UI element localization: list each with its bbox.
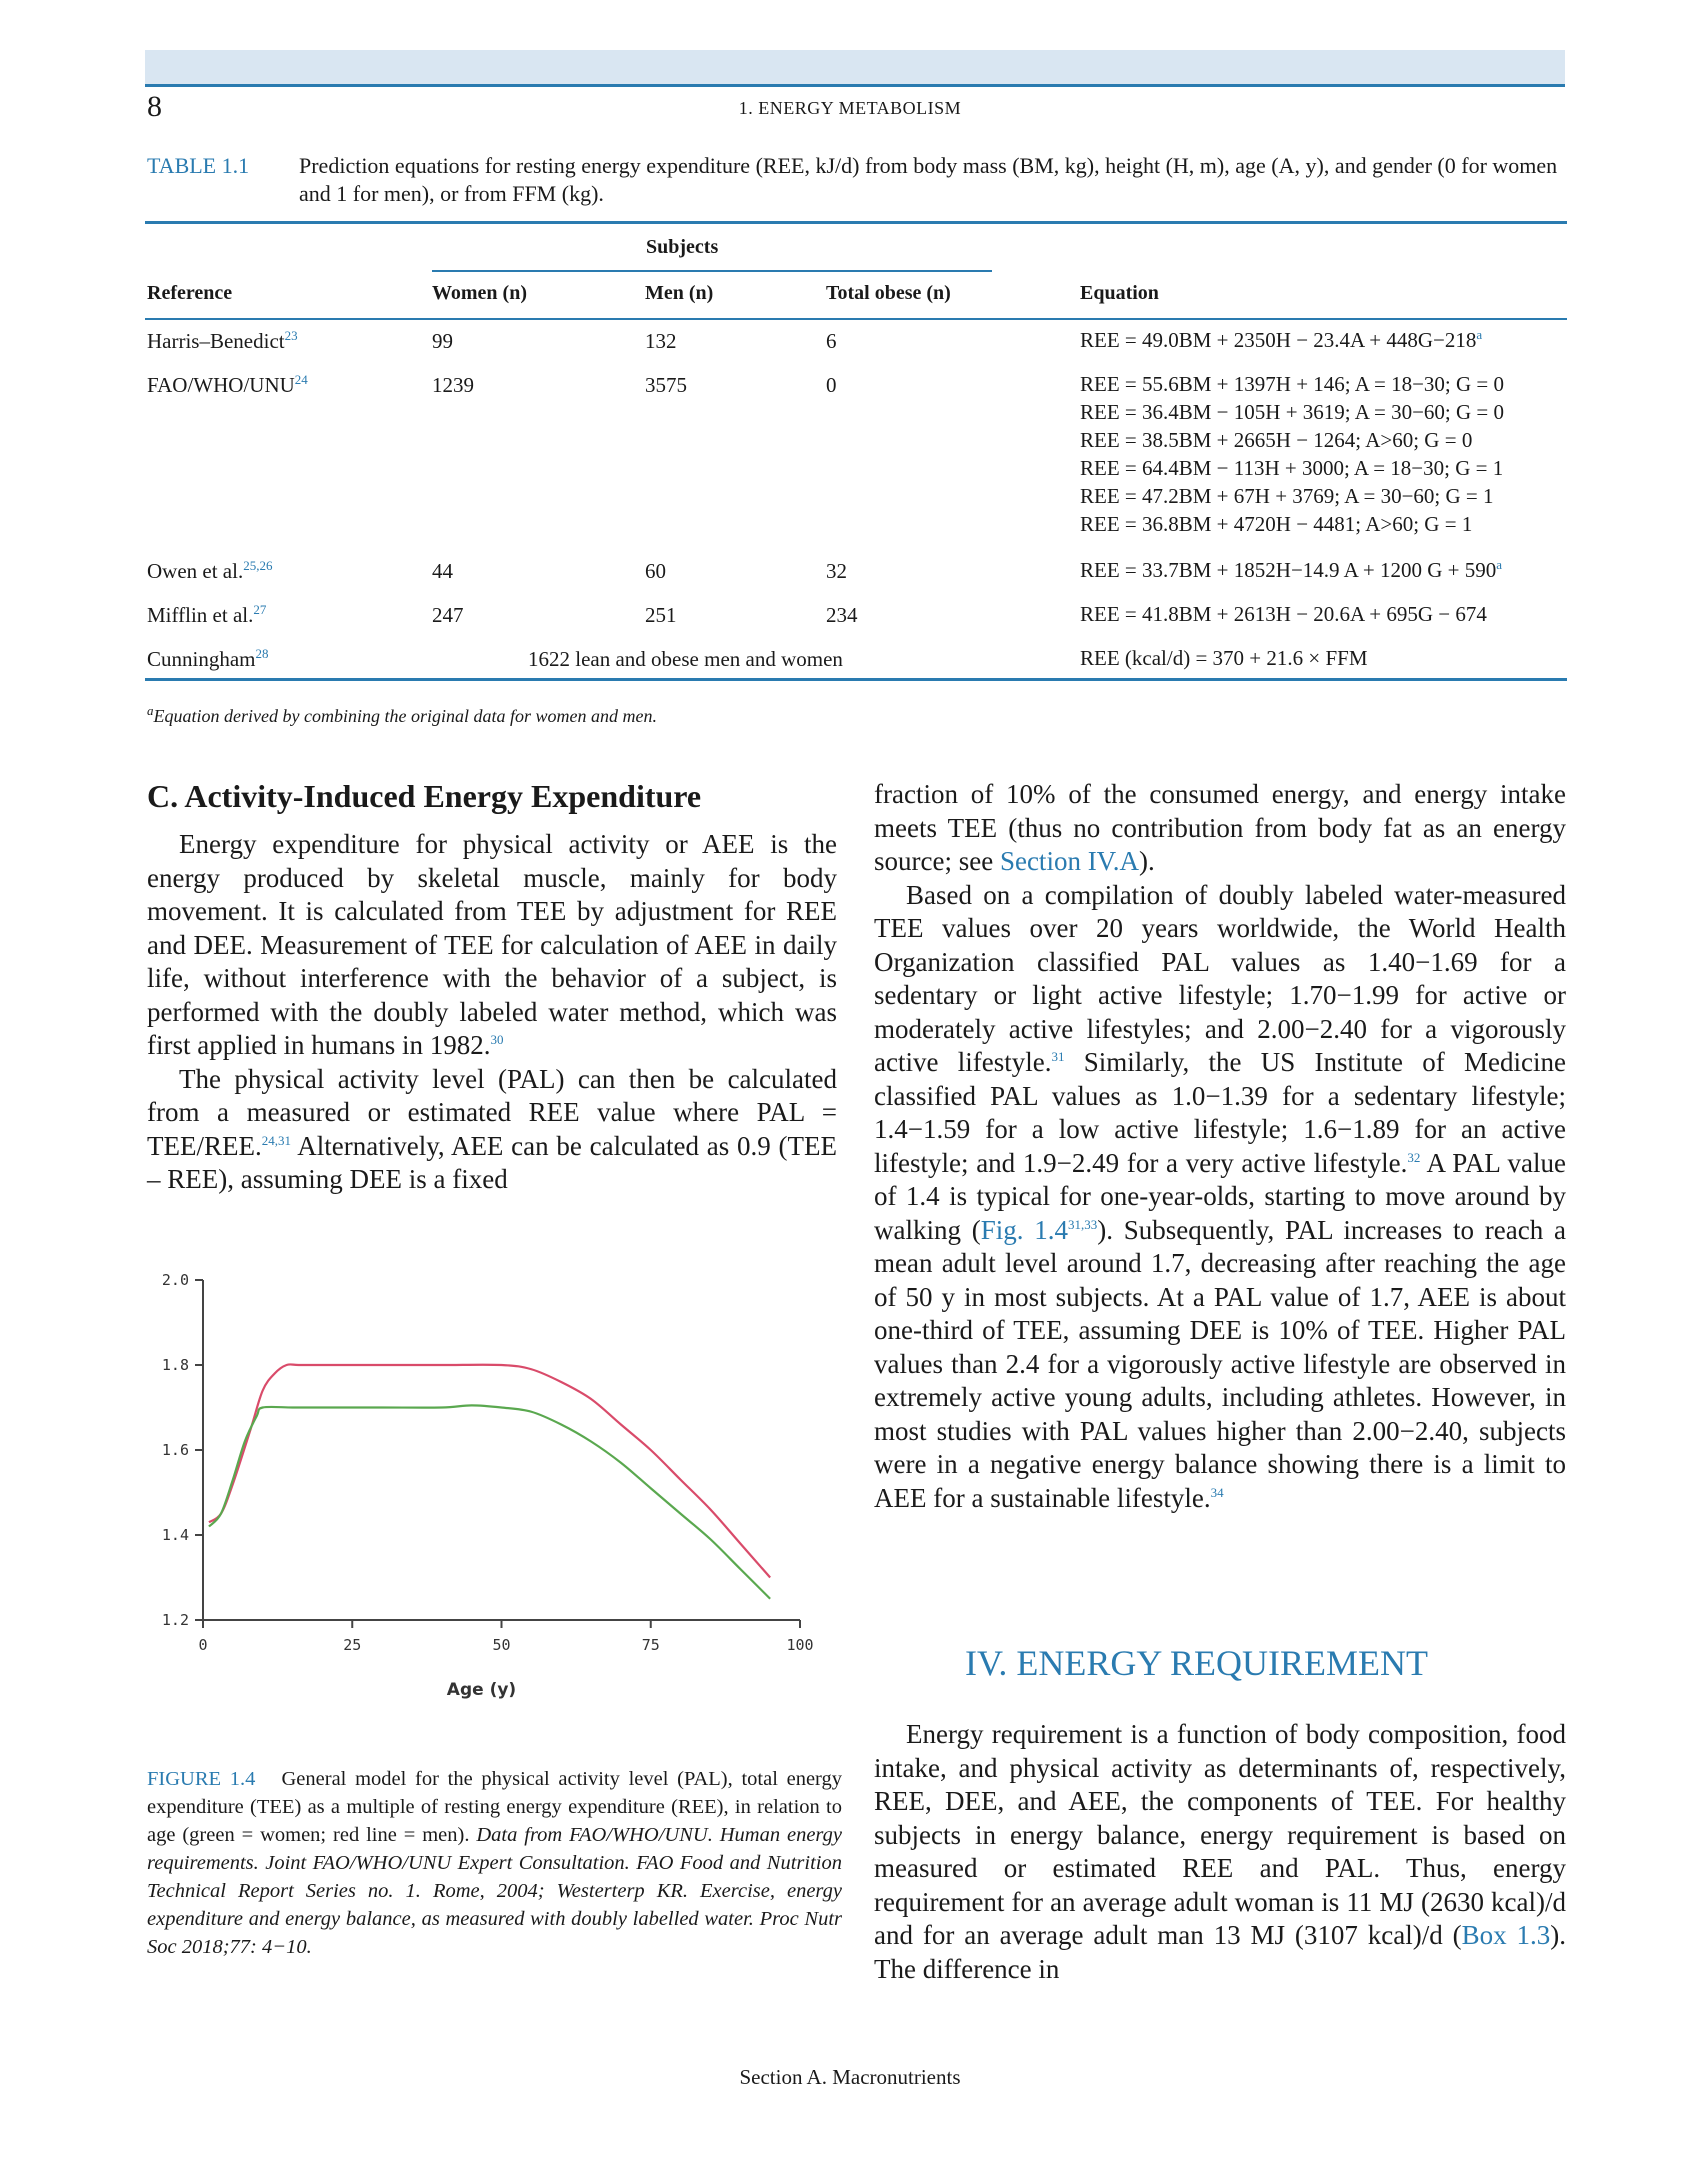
table-cell-women: 99 <box>432 329 453 353</box>
figure-source: Data from FAO/WHO/UNU. Human energy requirements. Joint FAO/WHO/UNU Expert Consultation. FAO Food and Nutrition Technical Report Series no. 1. Rome, 2004; Westerterp KR. Exercise, energy expenditure and energy balance, as measured with doubly labelled water. Proc Nutr Soc 2018;77: 4−10. <box>147 1824 842 1958</box>
table-cell-obese: 6 <box>826 329 837 353</box>
series-line-women <box>209 1405 770 1598</box>
table-cell-men: 60 <box>645 559 666 583</box>
section-link[interactable]: Section IV.A <box>999 846 1139 876</box>
page-number: 8 <box>147 90 162 123</box>
x-tick-label: 25 <box>343 1636 362 1654</box>
figure-caption-text: General model for the physical activity level (PAL), total energy expenditure (TEE) as a multiple of resting energy expenditure (REE), in relation to age (green = women; red line = men). <box>147 1768 842 1846</box>
table-cell-equation: REE = 41.8BM + 2613H − 20.6A + 695G − 674 <box>1080 602 1487 626</box>
col-header-reference: Reference <box>147 282 233 304</box>
y-tick-label: 1.4 <box>161 1526 189 1544</box>
table-cell-men: 251 <box>645 603 677 627</box>
table-row-reference: FAO/WHO/UNU$^{24}$ <box>147 372 308 397</box>
table-row-reference: Mifflin et al.$^{27}$ <box>147 602 267 627</box>
section-c-heading: C. Activity-Induced Energy Expenditure <box>147 778 702 814</box>
header-band <box>145 50 1565 87</box>
table-cell-equation: REE (kcal/d) = 370 + 21.6 × FFM <box>1080 646 1368 670</box>
subjects-rule <box>432 270 992 272</box>
table-label: TABLE 1.1 <box>147 153 250 178</box>
paragraph: Based on a compilation of doubly labeled water-measured TEE values over 20 years worldwide, the World Health Organization classified PAL values as 1.40−1.69 for a sedentary or light active lifestyle; 1.70−1.99 for active or moderately active lifestyles; and 2.00−2.40 for a vigorously active lifestyle.$^{31}$ Similarly, the US Institute of Medicine classified PAL values as 1.0−1.39 for a sedentary lifestyle; 1.4−1.59 for a low active lifestyle; 1.6−1.89 for an active lifestyle; and 1.9−2.49 for a very active lifestyle.$^{32}$ A PAL value of 1.4 is typical for one-year-olds, starting to move around by walking (Fig. 1.4$^{31,33}$). Subsequently, PAL increases to reach a mean adult level around 1.7, decreasing after reaching the age of 50 y in most subjects. At a PAL value of 1.7, AEE is about one-third of TEE, assuming DEE is 10% of TEE. Higher PAL values than 2.4 for a vigorously active lifestyle are observed in extremely active young adults, including athletes. However, in most studies with PAL values higher than 2.00−2.40, subjects were in a negative energy balance showing there is a limit to AEE for a sustainable lifestyle.$^{34}$ <box>874 879 1566 1513</box>
running-head: 1. ENERGY METABOLISM <box>738 98 962 118</box>
col-header-women: Women (n) <box>432 282 527 304</box>
section-iv-text <box>874 1718 1566 1986</box>
y-tick-label: 1.8 <box>161 1356 189 1374</box>
x-tick-label: 75 <box>641 1636 660 1654</box>
table-row-reference: Owen et al.$^{25,26}$ <box>147 558 273 583</box>
table-cell-equation: REE = 33.7BM + 1852H−14.9 A + 1200 $G + 590^a$ <box>1080 557 1503 582</box>
table-cell-women: 44 <box>432 559 453 583</box>
paragraph: Energy requirement is a function of body composition, food intake, and physical activity as determinants of, respectively, REE, DEE, and AEE, the components of TEE. For healthy subjects in energy balance, energy requirement is based on measured or estimated REE and PAL. Thus, energy requirement for an average adult woman is 11 MJ (2630 kcal)/d and for an average adult man 13 MJ (3107 kcal)/d (Box 1.3). The difference in <box>874 1719 1566 1984</box>
y-tick-label: 2.0 <box>161 1271 189 1289</box>
table-top-rule <box>145 221 1567 224</box>
table-cell-women: 247 <box>432 603 464 627</box>
table-cell-obese: 0 <box>826 373 837 397</box>
box-link[interactable]: Box 1.3 <box>1461 1920 1551 1950</box>
table-row-reference: Cunningham$^{28}$ <box>147 646 269 671</box>
paragraph: The physical activity level (PAL) can then be calculated from a measured or estimated REE value where PAL = TEE/REE.$^{24,31}$ Alternatively, AEE can be calculated as 0.9 (TEE – REE), assuming DEE is a fixed <box>147 1063 837 1194</box>
table-cell-equation: REE = 55.6BM + 1397H + 146; A = 18−30; G = 0 REE = 36.4BM − 105H + 3619; A = 30−60; G = 0 REE = 38.5BM + 2665H − 1264; A>60; G = 0 REE = 64.4BM − 113H + 3000; A = 18−30; G = 1 REE = 47.2BM + 67H + 3769; A = 30−60; G = 1 REE = 36.8BM + 4720H − 4481; A>60; G = 1 <box>1080 372 1504 536</box>
chart-series <box>209 1364 770 1598</box>
paragraph: Energy expenditure for physical activity or AEE is the energy produced by skeletal muscle, mainly for body movement. It is calculated from TEE by adjustment for REE and DEE. Measurement of TEE for calculation of AEE in daily life, without interference with the behavior of a subject, is performed with the doubly labeled water method, which was first applied in humans in 1982.30 <box>147 829 837 1060</box>
x-axis-label: Age (y) <box>446 1680 517 1700</box>
table-bottom-rule <box>145 678 1567 681</box>
table-footnote: $^a$Equation derived by combining the original data for women and men. <box>147 703 657 726</box>
section-iv-heading: IV. ENERGY REQUIREMENT <box>965 1643 1428 1683</box>
right-column-text <box>874 778 1566 1515</box>
page-footer: Section A. Macronutrients <box>739 2065 961 2089</box>
chart-axes <box>195 1280 800 1628</box>
x-tick-label: 100 <box>786 1636 814 1654</box>
paragraph: fraction of 10% of the consumed energy, and energy intake meets TEE (thus no contribution from body fat as an energy source; see Section IV.A). <box>874 779 1566 876</box>
figure-label: FIGURE 1.4 <box>147 1768 256 1790</box>
series-line-men <box>209 1364 770 1577</box>
left-column-text <box>147 828 837 1197</box>
y-tick-label: 1.2 <box>161 1611 189 1629</box>
x-tick-label: 50 <box>492 1636 511 1654</box>
table-cell-women: 1239 <box>432 373 474 397</box>
col-header-equation: Equation <box>1080 282 1159 304</box>
col-header-obese: Total obese (n) <box>826 282 951 304</box>
table-cell-equation: REE = $49.0BM + 2350H - 23.4A + 448G-218^a$ <box>1080 327 1483 352</box>
figure-link[interactable]: Fig. 1.4 <box>980 1214 1069 1245</box>
table-caption-text: Prediction equations for resting energy expenditure (REE, kJ/d) from body mass (BM, kg), height (H, m), age (A, y), and gender (0 for women and 1 for men), or from FFM (kg). <box>299 153 1558 206</box>
pal-age-chart <box>145 1230 845 1750</box>
x-tick-label: 0 <box>198 1636 208 1654</box>
table-cell-spanning: 1622 lean and obese men and women <box>528 647 843 671</box>
subjects-group-header: Subjects <box>646 236 719 258</box>
table-cell-men: 132 <box>645 329 677 353</box>
figure-caption <box>147 1765 842 1961</box>
table-cell-obese: 32 <box>826 559 847 583</box>
y-tick-label: 1.6 <box>161 1441 189 1459</box>
table-header-rule <box>145 318 1567 320</box>
col-header-men: Men (n) <box>645 282 714 304</box>
chart-tick-labels <box>162 1271 814 1700</box>
table-cell-men: 3575 <box>645 373 687 397</box>
table-cell-obese: 234 <box>826 603 858 627</box>
table-row-reference: Harris–Benedict$^{23}$ <box>147 328 298 353</box>
